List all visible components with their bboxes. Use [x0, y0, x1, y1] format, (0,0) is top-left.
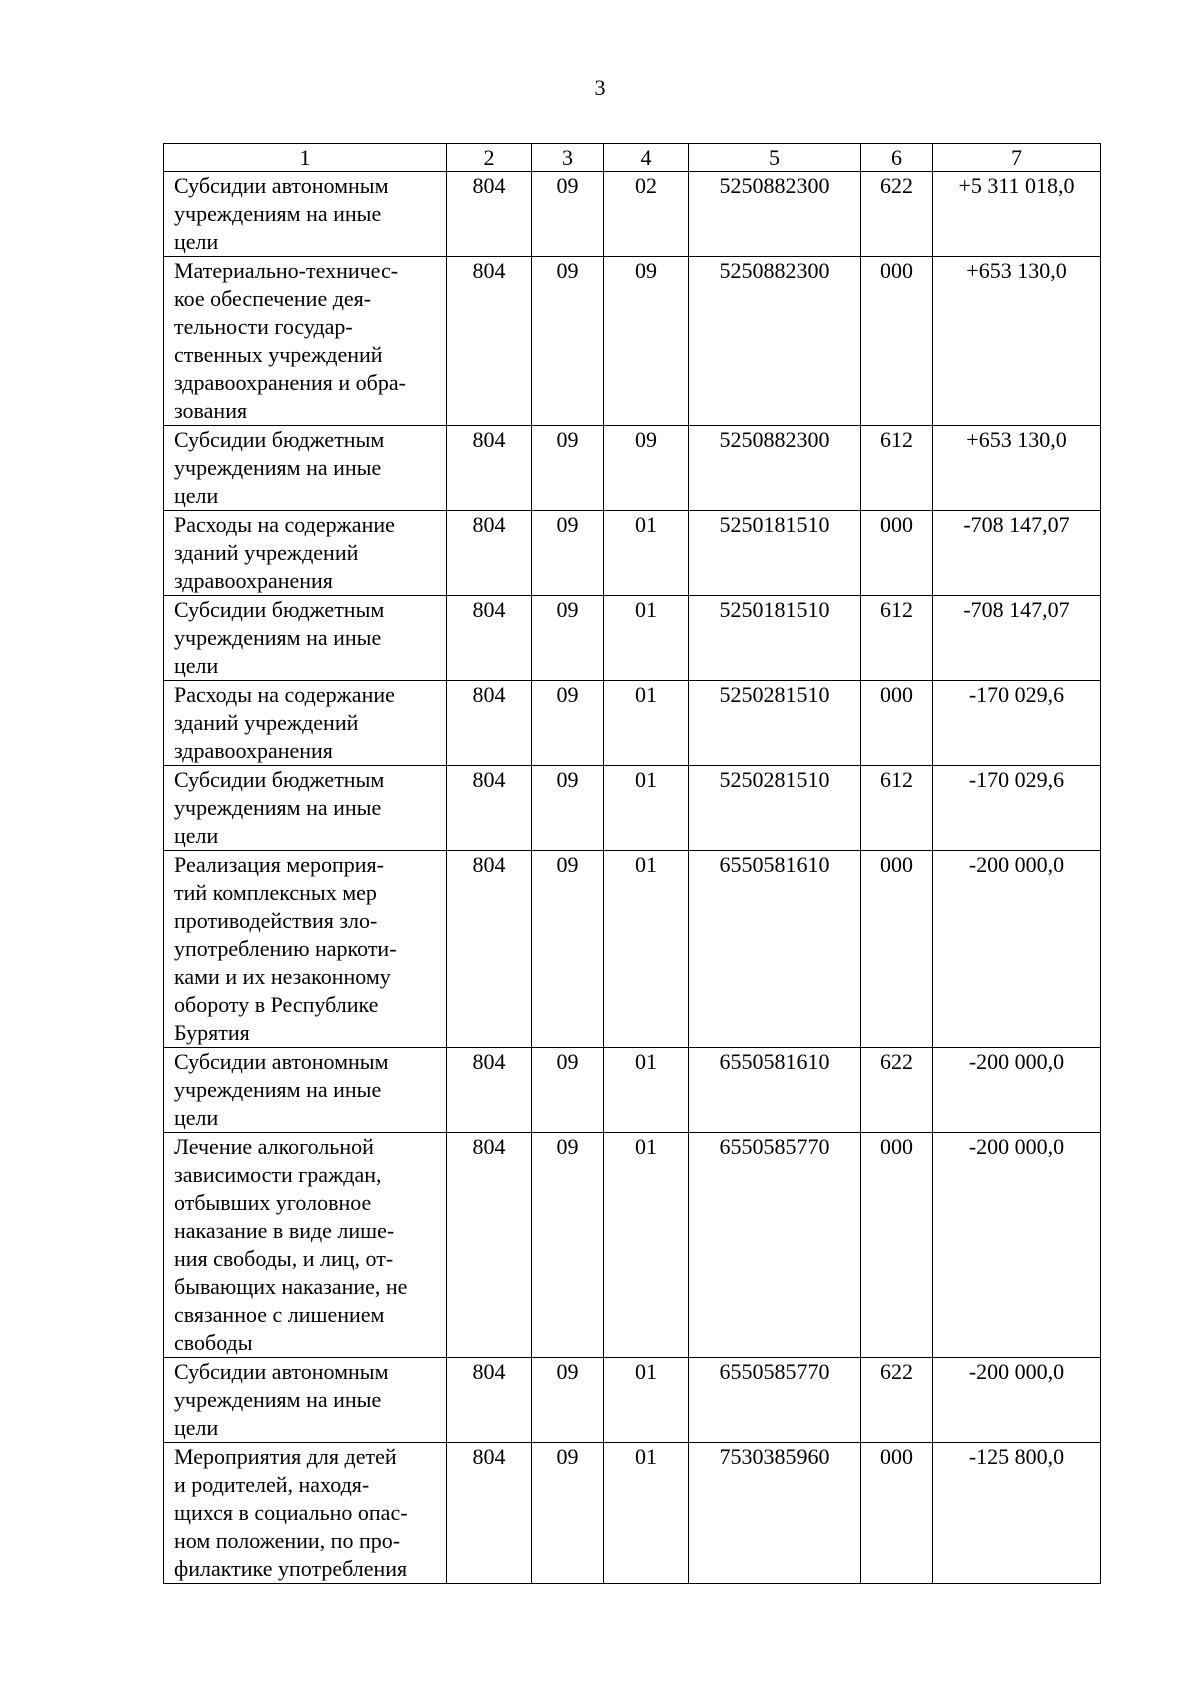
item-name-line: ственных учреждений — [174, 342, 383, 367]
item-name-line: зданий учреждений — [174, 710, 359, 735]
code-subsection-cell: 01 — [604, 1133, 689, 1358]
item-name-line: цели — [174, 1415, 219, 1440]
item-name-line: кое обеспечение дея- — [174, 286, 372, 311]
code-target-cell: 6550581610 — [689, 1048, 861, 1133]
header-cell: 3 — [532, 144, 604, 172]
code-type-cell: 612 — [861, 766, 933, 851]
table-row — [164, 681, 1101, 766]
code-section-cell: 09 — [532, 681, 604, 766]
item-name-cell — [164, 257, 447, 426]
code-subsection-cell: 01 — [604, 766, 689, 851]
code-gov-cell: 804 — [447, 851, 532, 1048]
code-target-cell: 6550581610 — [689, 851, 861, 1048]
code-target-cell: 5250281510 — [689, 766, 861, 851]
code-type-cell: 000 — [861, 511, 933, 596]
item-name-line: цели — [174, 229, 219, 254]
table-row — [164, 1358, 1101, 1443]
item-name-cell — [164, 596, 447, 681]
code-target-cell: 5250882300 — [689, 172, 861, 257]
code-target-cell: 5250882300 — [689, 426, 861, 511]
item-name-line: отбывших уголовное — [174, 1190, 372, 1215]
table-row — [164, 172, 1101, 257]
item-name-cell — [164, 766, 447, 851]
item-name-line: Бурятия — [174, 1020, 250, 1045]
table-row — [164, 851, 1101, 1048]
item-name-line: ном положении, по про- — [174, 1528, 401, 1553]
item-name-line: Расходы на содержание — [174, 512, 395, 537]
code-section-cell: 09 — [532, 426, 604, 511]
item-name-line: учреждениям на иные — [174, 795, 382, 820]
item-name-line: здравоохранения и обра- — [174, 370, 406, 395]
item-name-line: цели — [174, 653, 219, 678]
table-row — [164, 1443, 1101, 1584]
item-name-line: здравоохранения — [174, 738, 333, 763]
code-type-cell: 000 — [861, 1443, 933, 1584]
item-name-line: Расходы на содержание — [174, 682, 395, 707]
code-type-cell: 000 — [861, 851, 933, 1048]
item-name-line: Лечение алкогольной — [174, 1134, 374, 1159]
amount-cell: -170 029,6 — [933, 681, 1101, 766]
item-name-line: Субсидии бюджетным — [174, 427, 385, 452]
code-section-cell: 09 — [532, 596, 604, 681]
item-name-line: учреждениям на иные — [174, 455, 382, 480]
table-row — [164, 511, 1101, 596]
amount-cell: -125 800,0 — [933, 1443, 1101, 1584]
item-name-line: цели — [174, 483, 219, 508]
code-section-cell: 09 — [532, 257, 604, 426]
item-name-line: зования — [174, 398, 248, 423]
code-section-cell: 09 — [532, 1048, 604, 1133]
code-target-cell: 5250181510 — [689, 596, 861, 681]
code-gov-cell: 804 — [447, 511, 532, 596]
table-row — [164, 426, 1101, 511]
code-type-cell: 000 — [861, 257, 933, 426]
code-subsection-cell: 01 — [604, 1443, 689, 1584]
item-name-line: противодействия зло- — [174, 908, 378, 933]
code-type-cell: 000 — [861, 1133, 933, 1358]
code-section-cell: 09 — [532, 1443, 604, 1584]
item-name-line: цели — [174, 1105, 219, 1130]
code-subsection-cell: 01 — [604, 851, 689, 1048]
item-name-line: связанное с лишением — [174, 1302, 385, 1327]
amount-cell: -200 000,0 — [933, 1358, 1101, 1443]
item-name-line: и родителей, находя- — [174, 1472, 370, 1497]
item-name-line: Мероприятия для детей — [174, 1444, 397, 1469]
item-name-cell — [164, 851, 447, 1048]
item-name-cell — [164, 1048, 447, 1133]
item-name-line: бывающих наказание, не — [174, 1274, 408, 1299]
item-name-line: филактике употребления — [174, 1556, 408, 1581]
code-gov-cell: 804 — [447, 426, 532, 511]
page-number: 3 — [594, 75, 606, 100]
item-name-line: цели — [174, 823, 219, 848]
amount-cell: +653 130,0 — [933, 257, 1101, 426]
item-name-cell — [164, 1358, 447, 1443]
header-cell: 5 — [689, 144, 861, 172]
budget-table — [163, 143, 1101, 1584]
amount-cell: +653 130,0 — [933, 426, 1101, 511]
code-target-cell: 6550585770 — [689, 1358, 861, 1443]
item-name-line: употреблению наркоти- — [174, 936, 397, 961]
item-name-line: обороту в Республике — [174, 992, 379, 1017]
item-name-cell — [164, 1133, 447, 1358]
amount-cell: -200 000,0 — [933, 851, 1101, 1048]
item-name-line: Субсидии автономным — [174, 173, 389, 198]
header-cell: 4 — [604, 144, 689, 172]
item-name-line: учреждениям на иные — [174, 1387, 382, 1412]
item-name-line: Субсидии автономным — [174, 1359, 389, 1384]
code-section-cell: 09 — [532, 851, 604, 1048]
item-name-line: ния свободы, и лиц, от- — [174, 1246, 394, 1271]
item-name-cell — [164, 1443, 447, 1584]
code-section-cell: 09 — [532, 172, 604, 257]
code-target-cell: 6550585770 — [689, 1133, 861, 1358]
code-gov-cell: 804 — [447, 1443, 532, 1584]
item-name-line: здравоохранения — [174, 568, 333, 593]
item-name-line: Реализация мероприя- — [174, 852, 384, 877]
item-name-line: ками и их незаконному — [174, 964, 391, 989]
amount-cell: +5 311 018,0 — [933, 172, 1101, 257]
item-name-line: зданий учреждений — [174, 540, 359, 565]
amount-cell: -170 029,6 — [933, 766, 1101, 851]
item-name-cell — [164, 681, 447, 766]
code-section-cell: 09 — [532, 1358, 604, 1443]
code-type-cell: 622 — [861, 1358, 933, 1443]
item-name-line: Субсидии бюджетным — [174, 597, 385, 622]
code-gov-cell: 804 — [447, 1358, 532, 1443]
code-target-cell: 5250181510 — [689, 511, 861, 596]
code-type-cell: 612 — [861, 596, 933, 681]
header-cell: 2 — [447, 144, 532, 172]
table-row — [164, 596, 1101, 681]
code-type-cell: 622 — [861, 1048, 933, 1133]
code-gov-cell: 804 — [447, 766, 532, 851]
code-gov-cell: 804 — [447, 1133, 532, 1358]
code-subsection-cell: 01 — [604, 596, 689, 681]
code-gov-cell: 804 — [447, 257, 532, 426]
header-cell: 7 — [933, 144, 1101, 172]
code-subsection-cell: 01 — [604, 1048, 689, 1133]
code-subsection-cell: 01 — [604, 681, 689, 766]
code-subsection-cell: 01 — [604, 511, 689, 596]
code-type-cell: 000 — [861, 681, 933, 766]
table-row — [164, 257, 1101, 426]
code-target-cell: 5250882300 — [689, 257, 861, 426]
item-name-line: тий комплексных мер — [174, 880, 377, 905]
code-type-cell: 612 — [861, 426, 933, 511]
table-row — [164, 1133, 1101, 1358]
item-name-line: учреждениям на иные — [174, 625, 382, 650]
code-section-cell: 09 — [532, 1133, 604, 1358]
amount-cell: -200 000,0 — [933, 1048, 1101, 1133]
code-target-cell: 5250281510 — [689, 681, 861, 766]
header-row — [164, 144, 1101, 172]
code-section-cell: 09 — [532, 766, 604, 851]
code-gov-cell: 804 — [447, 172, 532, 257]
item-name-line: Материально-техничес- — [174, 258, 399, 283]
item-name-cell — [164, 426, 447, 511]
amount-cell: -708 147,07 — [933, 511, 1101, 596]
code-subsection-cell: 02 — [604, 172, 689, 257]
item-name-line: Субсидии автономным — [174, 1049, 389, 1074]
code-subsection-cell: 01 — [604, 1358, 689, 1443]
item-name-line: Субсидии бюджетным — [174, 767, 385, 792]
item-name-line: зависимости граждан, — [174, 1162, 382, 1187]
item-name-line: учреждениям на иные — [174, 201, 382, 226]
code-subsection-cell: 09 — [604, 257, 689, 426]
table-body — [164, 172, 1101, 1584]
amount-cell: -200 000,0 — [933, 1133, 1101, 1358]
header-cell: 6 — [861, 144, 933, 172]
code-gov-cell: 804 — [447, 596, 532, 681]
code-type-cell: 622 — [861, 172, 933, 257]
amount-cell: -708 147,07 — [933, 596, 1101, 681]
item-name-cell — [164, 172, 447, 257]
code-gov-cell: 804 — [447, 1048, 532, 1133]
item-name-line: щихся в социально опас- — [174, 1500, 408, 1525]
code-section-cell: 09 — [532, 511, 604, 596]
code-subsection-cell: 09 — [604, 426, 689, 511]
table-row — [164, 766, 1101, 851]
item-name-cell — [164, 511, 447, 596]
item-name-line: свободы — [174, 1330, 253, 1355]
header-cell: 1 — [164, 144, 447, 172]
item-name-line: учреждениям на иные — [174, 1077, 382, 1102]
item-name-line: наказание в виде лише- — [174, 1218, 395, 1243]
item-name-line: тельности государ- — [174, 314, 353, 339]
code-target-cell: 7530385960 — [689, 1443, 861, 1584]
code-gov-cell: 804 — [447, 681, 532, 766]
table-row — [164, 1048, 1101, 1133]
